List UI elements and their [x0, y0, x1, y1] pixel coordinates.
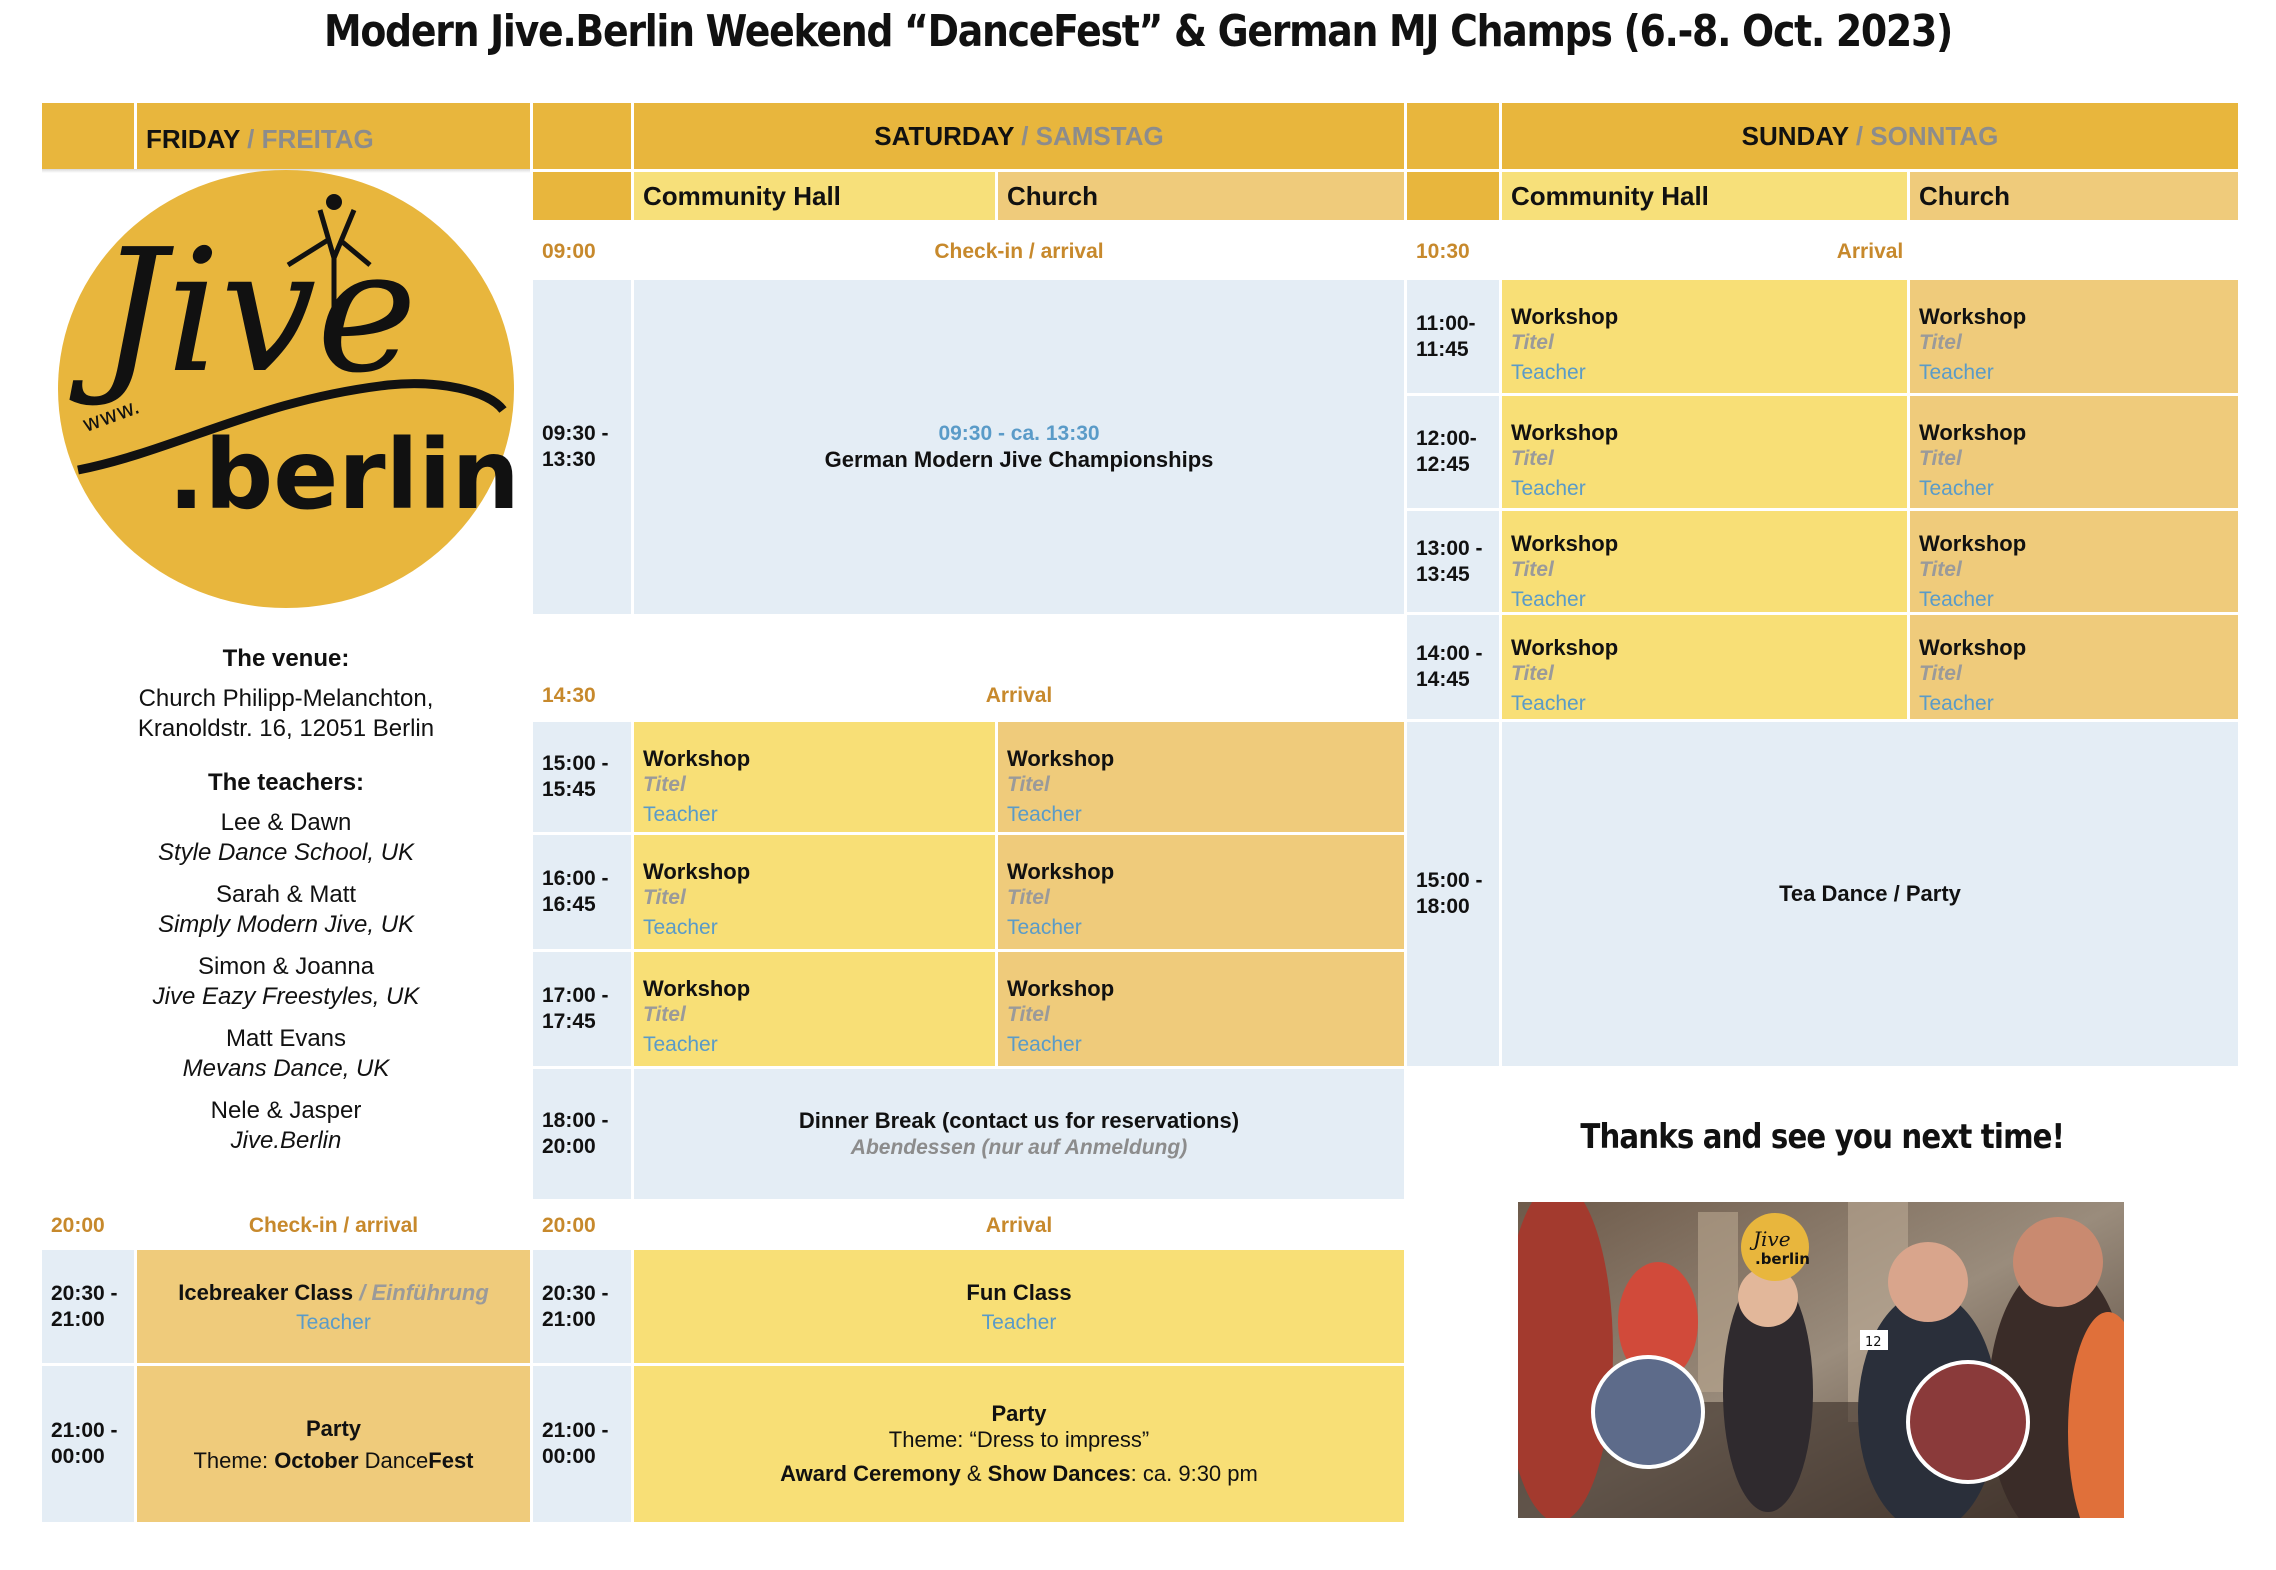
- venue-address-line1: Church Philipp-Melanchton,: [138, 685, 434, 712]
- teacher-names: Sarah & Matt: [215, 881, 357, 908]
- saturday-party-cell: [634, 1366, 1404, 1522]
- friday-label: FRIDAY: [146, 123, 240, 154]
- friday-party-cell: [137, 1366, 530, 1522]
- svg-text:Jive: Jive: [98, 213, 418, 411]
- saturday-label-de: / SAMSTAG: [1021, 120, 1164, 151]
- saturday-header-spacer: [533, 103, 631, 169]
- saturday-arrival-label: Arrival: [985, 684, 1053, 707]
- fun-class-teacher: Teacher: [981, 1310, 1057, 1334]
- teacher-school: Simply Modern Jive, UK: [157, 911, 415, 938]
- saturday-ws3-hall: Workshop Titel Teacher: [634, 952, 995, 1066]
- sunday-ws2-time: 12:00- 12:45: [1407, 396, 1499, 508]
- friday-header: [137, 103, 530, 169]
- sunday-ws1-time: 11:00- 11:45: [1407, 280, 1499, 393]
- sunday-ws1-church: Workshop Titel Teacher: [1910, 280, 2238, 393]
- teacher-names: Nele & Jasper: [210, 1097, 362, 1124]
- thanks-message: Thanks and see you next time!: [1580, 1117, 2065, 1157]
- sunday-header-spacer: [1407, 103, 1499, 169]
- saturday-evening-time: 20:00: [542, 1214, 596, 1237]
- teacher-names: Simon & Joanna: [197, 953, 375, 980]
- saturday-checkin-label: Check-in / arrival: [934, 240, 1104, 263]
- teachers-heading: The teachers:: [207, 769, 365, 796]
- sunday-ws4-hall: Workshop Titel Teacher: [1502, 615, 1907, 719]
- sunday-arrival-label: Arrival: [1836, 240, 1904, 263]
- sunday-tea-cell: [1502, 722, 2238, 1066]
- sunday-ws3-church: Workshop Titel Teacher: [1910, 511, 2238, 612]
- saturday-venue-spacer: [533, 172, 631, 220]
- sunday-ws4-time: 14:00 - 14:45: [1407, 615, 1499, 719]
- teacher-names: Matt Evans: [225, 1025, 347, 1052]
- friday-checkin-label: Check-in / arrival: [248, 1214, 419, 1237]
- saturday-evening-label: Arrival: [985, 1214, 1053, 1237]
- saturday-church-header: Church: [998, 172, 1404, 220]
- saturday-checkin-time: 09:00: [542, 240, 596, 263]
- svg-text:12: 12: [1865, 1335, 1882, 1350]
- saturday-dinner-cell: [634, 1069, 1404, 1199]
- sunday-label-de: / SONNTAG: [1855, 120, 1999, 151]
- saturday-ws2-time: 16:00 - 16:45: [533, 835, 631, 949]
- icebreaker-teacher: Teacher: [296, 1310, 371, 1334]
- champs-label: German Modern Jive Championships: [824, 447, 1214, 472]
- venue-address-line2: Kranoldstr. 16, 12051 Berlin: [137, 715, 435, 742]
- page-title: Modern Jive.Berlin Weekend “DanceFest” & German MJ Champs (6.-8. Oct. 2023): [323, 6, 1953, 57]
- teacher-school: Jive Eazy Freestyles, UK: [152, 983, 420, 1010]
- teacher-names: Lee & Dawn: [220, 809, 352, 836]
- saturday-fun-time: 20:30 - 21:00: [533, 1250, 631, 1363]
- sunday-ws4-church: Workshop Titel Teacher: [1910, 615, 2238, 719]
- friday-party-time: 21:00 - 00:00: [42, 1366, 134, 1522]
- teacher-school: Jive.Berlin: [230, 1127, 342, 1154]
- svg-text:.berlin: .berlin: [168, 419, 514, 531]
- saturday-arrival-time: 14:30: [542, 684, 596, 707]
- sunday-hall-header: Community Hall: [1502, 172, 1907, 220]
- friday-party-label: Party: [305, 1416, 362, 1441]
- icebreaker-label: Icebreaker Class: [178, 1279, 354, 1305]
- venue-info: [42, 644, 530, 1156]
- jive-berlin-logo: [58, 170, 514, 608]
- saturday-party-label: Party: [991, 1401, 1047, 1426]
- saturday-ws3-church: Workshop Titel Teacher: [998, 952, 1404, 1066]
- svg-text:Jive: Jive: [1753, 1227, 1791, 1251]
- friday-party-theme: Theme: October DanceFest: [193, 1448, 474, 1473]
- event-photo: [1518, 1202, 2124, 1518]
- svg-text:www.: www.: [79, 394, 144, 439]
- saturday-champs-cell: [634, 280, 1404, 614]
- teacher-school: Style Dance School, UK: [157, 839, 415, 866]
- sunday-ws2-church: Workshop Titel Teacher: [1910, 396, 2238, 508]
- saturday-ws2-church: Workshop Titel Teacher: [998, 835, 1404, 949]
- saturday-header: [634, 103, 1404, 169]
- venue-heading: The venue:: [222, 645, 350, 672]
- friday-icebreaker-cell: [137, 1250, 530, 1363]
- sunday-ws3-time: 13:00 - 13:45: [1407, 511, 1499, 612]
- sunday-ws2-hall: Workshop Titel Teacher: [1502, 396, 1907, 508]
- saturday-label: SATURDAY: [874, 120, 1014, 151]
- friday-checkin-time: 20:00: [51, 1214, 105, 1237]
- sunday-ws1-hall: Workshop Titel Teacher: [1502, 280, 1907, 393]
- teacher-list: [42, 808, 530, 1156]
- tea-dance-label: Tea Dance / Party: [1779, 881, 1961, 906]
- saturday-ws2-hall: Workshop Titel Teacher: [634, 835, 995, 949]
- sunday-header: [1502, 103, 2238, 169]
- fun-class-label: Fun Class: [966, 1279, 1072, 1305]
- sunday-ws3-hall: Workshop Titel Teacher: [1502, 511, 1907, 612]
- friday-icebreaker-time: 20:30 - 21:00: [42, 1250, 134, 1363]
- svg-text:.berlin: .berlin: [1755, 1250, 1810, 1268]
- saturday-dinner-time: 18:00 - 20:00: [533, 1069, 631, 1199]
- friday-label-de: / FREITAG: [247, 123, 374, 154]
- thanks-message-wrap: [1407, 1112, 2238, 1162]
- dinner-label-de: Abendessen (nur auf Anmeldung): [850, 1136, 1188, 1159]
- sunday-church-header: Church: [1910, 172, 2238, 220]
- sunday-arrival-time: 10:30: [1416, 240, 1470, 263]
- saturday-ws1-hall: Workshop Titel Teacher: [634, 722, 995, 832]
- saturday-champs-time: 09:30 - 13:30: [533, 280, 631, 614]
- saturday-ws3-time: 17:00 - 17:45: [533, 952, 631, 1066]
- saturday-award-line: Award Ceremony & Show Dances: ca. 9:30 pm: [780, 1461, 1258, 1486]
- sunday-tea-time: 15:00 - 18:00: [1407, 722, 1499, 1066]
- saturday-party-time: 21:00 - 00:00: [533, 1366, 631, 1522]
- friday-header-spacer: [42, 103, 134, 169]
- saturday-hall-header: Community Hall: [634, 172, 995, 220]
- icebreaker-label-de: / Einführung: [359, 1279, 489, 1305]
- sunday-label: SUNDAY: [1741, 120, 1849, 151]
- sunday-venue-spacer: [1407, 172, 1499, 220]
- saturday-ws1-church: Workshop Titel Teacher: [998, 722, 1404, 832]
- saturday-party-theme: Theme: “Dress to impress”: [888, 1427, 1150, 1452]
- saturday-ws1-time: 15:00 - 15:45: [533, 722, 631, 832]
- champs-time-range: 09:30 - ca. 13:30: [938, 422, 1100, 445]
- saturday-fun-cell: [634, 1250, 1404, 1363]
- dinner-label: Dinner Break (contact us for reservations): [798, 1108, 1240, 1133]
- teacher-school: Mevans Dance, UK: [182, 1055, 390, 1082]
